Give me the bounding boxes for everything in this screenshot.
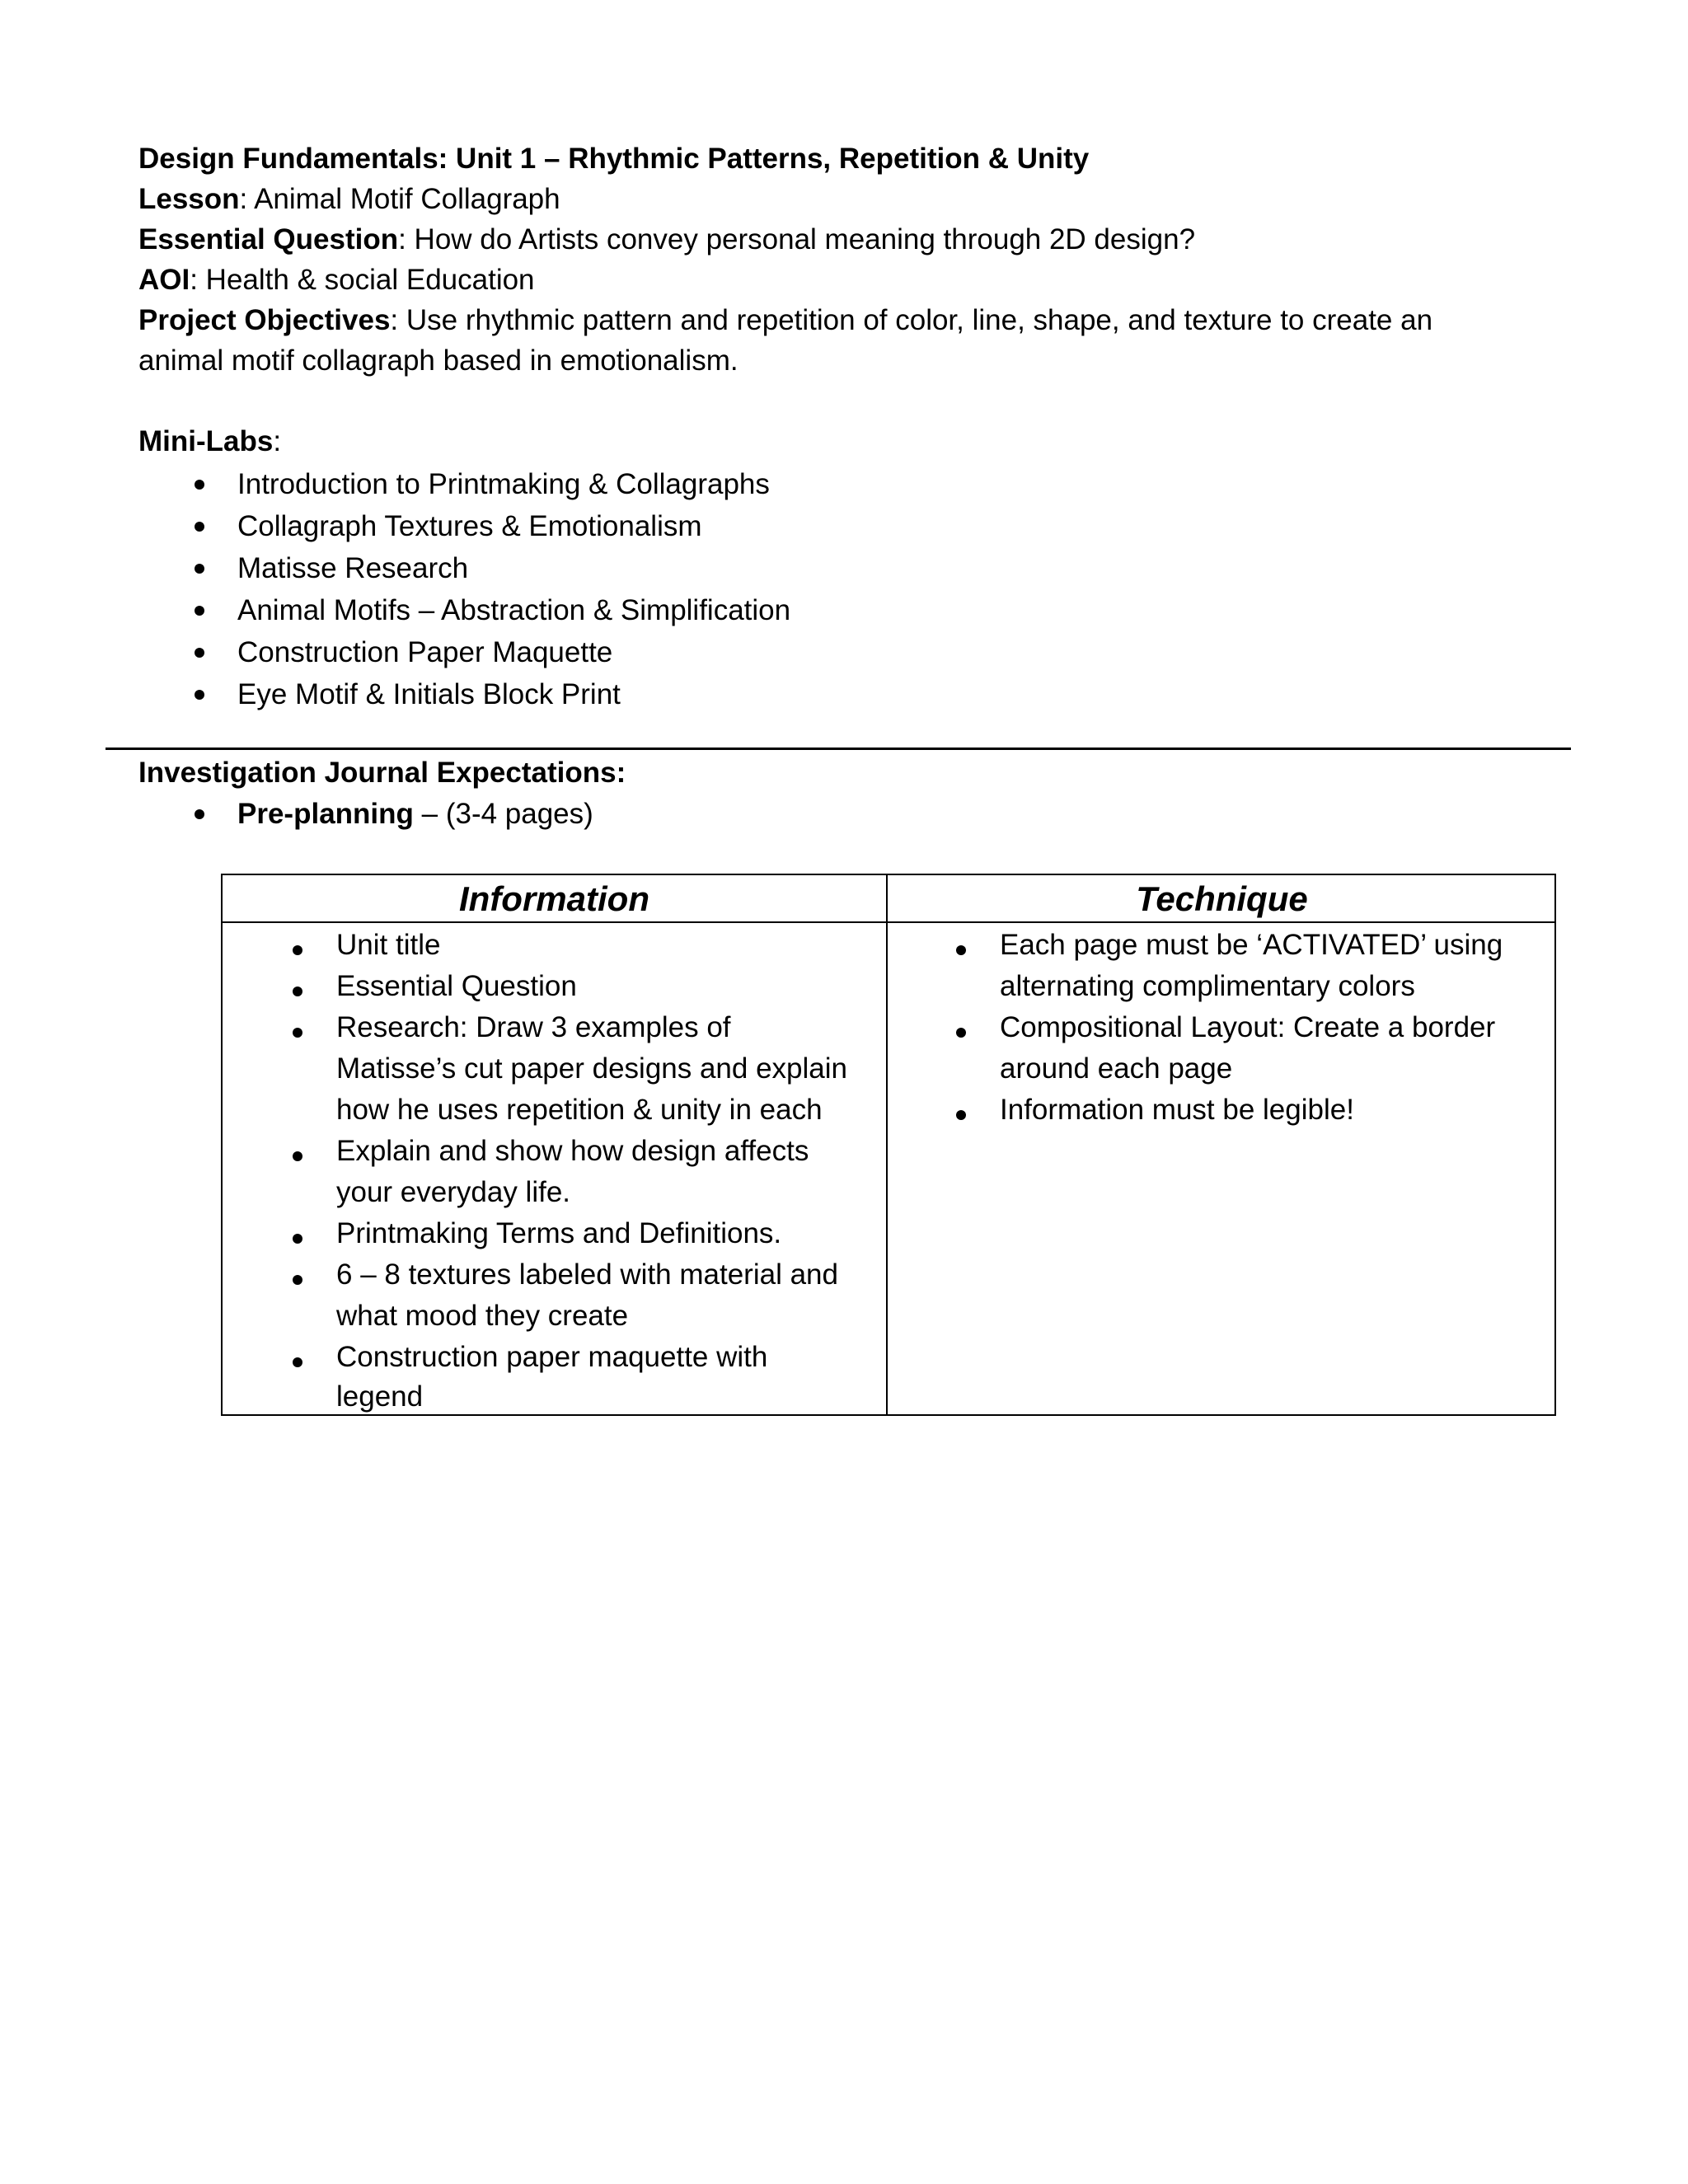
table-cell-text: Research: Draw 3 examples of	[336, 1011, 731, 1043]
aoi-label: AOI	[138, 264, 190, 296]
lesson-value: : Animal Motif Collagraph	[239, 183, 560, 215]
unit-title: Design Fundamentals: Unit 1 – Rhythmic Patterns, Repetition & Unity	[138, 143, 1090, 175]
table-cell-text: alternating complimentary colors	[1000, 970, 1415, 1002]
table-cell-text: Printmaking Terms and Definitions.	[336, 1217, 782, 1249]
lesson-line	[138, 179, 560, 219]
table-cell-text: your everyday life.	[336, 1176, 571, 1208]
table-cell-text: what mood they create	[336, 1300, 629, 1332]
section-divider	[106, 748, 1571, 750]
bullet-icon	[195, 480, 204, 490]
bullet-icon	[293, 1028, 302, 1038]
preplanning-label: Pre-planning	[237, 798, 414, 830]
mini-labs-colon: :	[273, 425, 282, 457]
table-header-information: Information	[459, 879, 649, 918]
bullet-icon	[195, 606, 204, 616]
table-cell-text: Construction paper maquette with	[336, 1341, 768, 1373]
bullet-icon	[195, 522, 204, 532]
preplanning-value: – (3-4 pages)	[413, 798, 593, 830]
bullet-icon	[956, 1110, 966, 1120]
essential-question-label: Essential Question	[138, 223, 399, 255]
table-cell-text: Information must be legible!	[1000, 1094, 1354, 1126]
bullet-icon	[293, 945, 302, 955]
bullet-icon	[956, 945, 966, 955]
aoi-line	[138, 260, 535, 300]
table-cell-text: Essential Question	[336, 970, 577, 1002]
bullet-icon	[293, 1234, 302, 1244]
bullet-icon	[195, 690, 204, 700]
table-cell-text: 6 – 8 textures labeled with material and	[336, 1258, 838, 1291]
lesson-label: Lesson	[138, 183, 240, 215]
document-page: Design Fundamentals: Unit 1 – Rhythmic Patterns, Repetition & Unity Lesson: Animal Motif Collagraph Essential Question: How do Artists convey personal meaning through 2D design? AOI: Health & social Education Project Objectives: Use rhythmic pattern and repetition of color, line, shape, and texture to create an animal motif collagraph based in emotionalism. Mini-Labs: Introduction to Printmaking & Collagraphs Collagraph Textures & Emotionalism Matisse Research Animal Motifs – Abstraction & Simplification Construction Paper Maquette Eye Motif & Initials Block Print Investigation Journal Expectations: Pre-planning – (3-4 pages) Information Technique Unit title Essential Question Research: Draw 3 examples of Matisse’s cut paper designs and explain how he uses repetition & unity in each Explain and show how design affects your everyday life. Printmaking Terms and Definitions. 6 – 8 textures labeled with material and what mood they create Construction paper maquette with legend Each page must be ‘ACTIVATED’ using alternating complimentary colors Compositional Layout: Create a border around each page Information must be legible!	[0, 0, 1688, 2184]
aoi-value: : Health & social Education	[190, 264, 535, 296]
bullet-icon	[195, 809, 204, 819]
objectives-line-1	[138, 300, 1432, 340]
table-cell-text: legend	[336, 1380, 424, 1413]
objectives-line-2: animal motif collagraph based in emotionalism.	[138, 344, 738, 377]
table-cell-text: Compositional Layout: Create a border	[1000, 1011, 1496, 1043]
table-column-divider	[886, 875, 888, 1414]
bullet-icon	[293, 1275, 302, 1285]
bullet-icon	[293, 1357, 302, 1367]
table-cell-text: Explain and show how design affects	[336, 1135, 809, 1167]
bullet-icon	[293, 987, 302, 996]
table-header-divider	[223, 921, 1554, 923]
table-cell-text: Matisse’s cut paper designs and explain	[336, 1052, 848, 1085]
objectives-value-1: : Use rhythmic pattern and repetition of color, line, shape, and texture to create an	[390, 304, 1433, 336]
bullet-icon	[956, 1028, 966, 1038]
table-cell-text: Unit title	[336, 929, 441, 961]
expectations-table	[221, 874, 1556, 1416]
mini-labs-label: Mini-Labs	[138, 425, 274, 457]
mini-labs-heading	[138, 421, 281, 462]
bullet-icon	[195, 564, 204, 574]
table-header-technique: Technique	[1136, 879, 1308, 918]
bullet-icon	[293, 1151, 302, 1161]
essential-question-line	[138, 219, 1195, 260]
essential-question-value: : How do Artists convey personal meaning through 2D design?	[398, 223, 1196, 255]
table-cell-text: Each page must be ‘ACTIVATED’ using	[1000, 929, 1503, 961]
objectives-label: Project Objectives	[138, 304, 391, 336]
bullet-icon	[195, 648, 204, 658]
table-cell-text: around each page	[1000, 1052, 1233, 1085]
table-cell-text: how he uses repetition & unity in each	[336, 1094, 823, 1126]
journal-heading: Investigation Journal Expectations:	[138, 757, 626, 789]
